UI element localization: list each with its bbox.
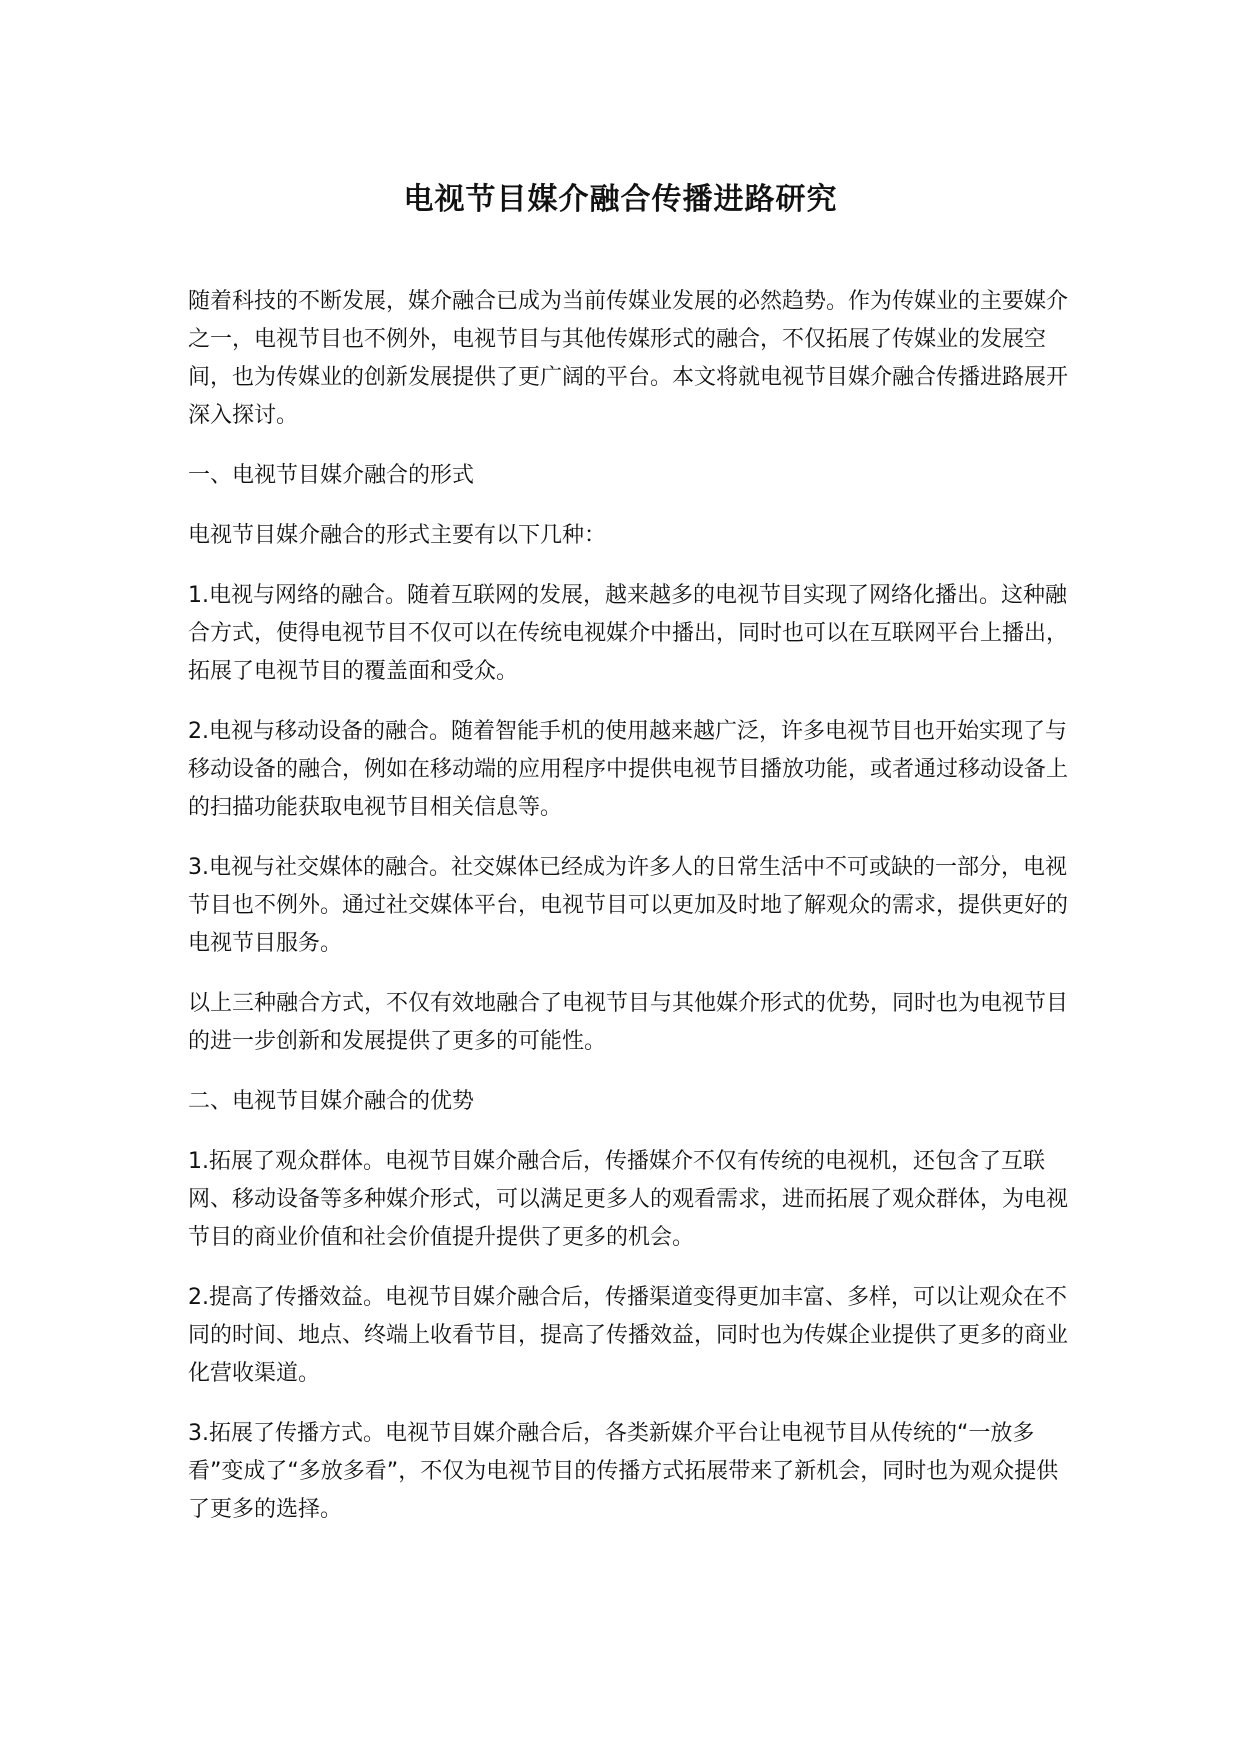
- document-body: [188, 283, 1068, 1551]
- intro-paragraph: 随着科技的不断发展，媒介融合已成为当前传媒业发展的必然趋势。作为传媒业的主要媒介之一，电视节目也不例外，电视节目与其他传媒形式的融合，不仅拓展了传媒业的发展空间，也为传媒业的创新发展提供了更广阔的平台。本文将就电视节目媒介融合传播进路展开深入探讨。: [188, 289, 1069, 428]
- paragraph: 2.提高了传播效益。电视节目媒介融合后，传播渠道变得更加丰富、多样，可以让观众在不同的时间、地点、终端上收看节目，提高了传播效益，同时也为传媒企业提供了更多的商业化营收渠道。: [188, 1285, 1069, 1386]
- paragraph: 以上三种融合方式，不仅有效地融合了电视节目与其他媒介形式的优势，同时也为电视节目的进一步创新和发展提供了更多的可能性。: [188, 991, 1069, 1054]
- paragraph: 电视节目媒介融合的形式主要有以下几种：: [188, 523, 607, 548]
- section-heading-forms: 一、电视节目媒介融合的形式: [188, 463, 475, 488]
- document-title: 电视节目媒介融合传播进路研究: [403, 182, 838, 217]
- paragraph: 1.电视与网络的融合。随着互联网的发展，越来越多的电视节目实现了网络化播出。这种融合方式，使得电视节目不仅可以在传统电视媒介中播出，同时也可以在互联网平台上播出，拓展了电视节目的覆盖面和受众。: [188, 583, 1069, 684]
- paragraph: 3.电视与社交媒体的融合。社交媒体已经成为许多人的日常生活中不可或缺的一部分，电视节目也不例外。通过社交媒体平台，电视节目可以更加及时地了解观众的需求，提供更好的电视节目服务。: [188, 855, 1069, 956]
- section-heading-advantages: 二、电视节目媒介融合的优势: [188, 1089, 475, 1114]
- paragraph: 1.拓展了观众群体。电视节目媒介融合后，传播媒介不仅有传统的电视机，还包含了互联网、移动设备等多种媒介形式，可以满足更多人的观看需求，进而拓展了观众群体，为电视节目的商业价值和社会价值提升提供了更多的机会。: [188, 1149, 1069, 1250]
- paragraph: 3.拓展了传播方式。电视节目媒介融合后，各类新媒介平台让电视节目从传统的“一放多看”变成了“多放多看”，不仅为电视节目的传播方式拓展带来了新机会，同时也为观众提供了更多的选择。: [188, 1421, 1059, 1522]
- paragraph: 2.电视与移动设备的融合。随着智能手机的使用越来越广泛，许多电视节目也开始实现了与移动设备的融合，例如在移动端的应用程序中提供电视节目播放功能，或者通过移动设备上的扫描功能获取电视节目相关信息等。: [188, 719, 1069, 820]
